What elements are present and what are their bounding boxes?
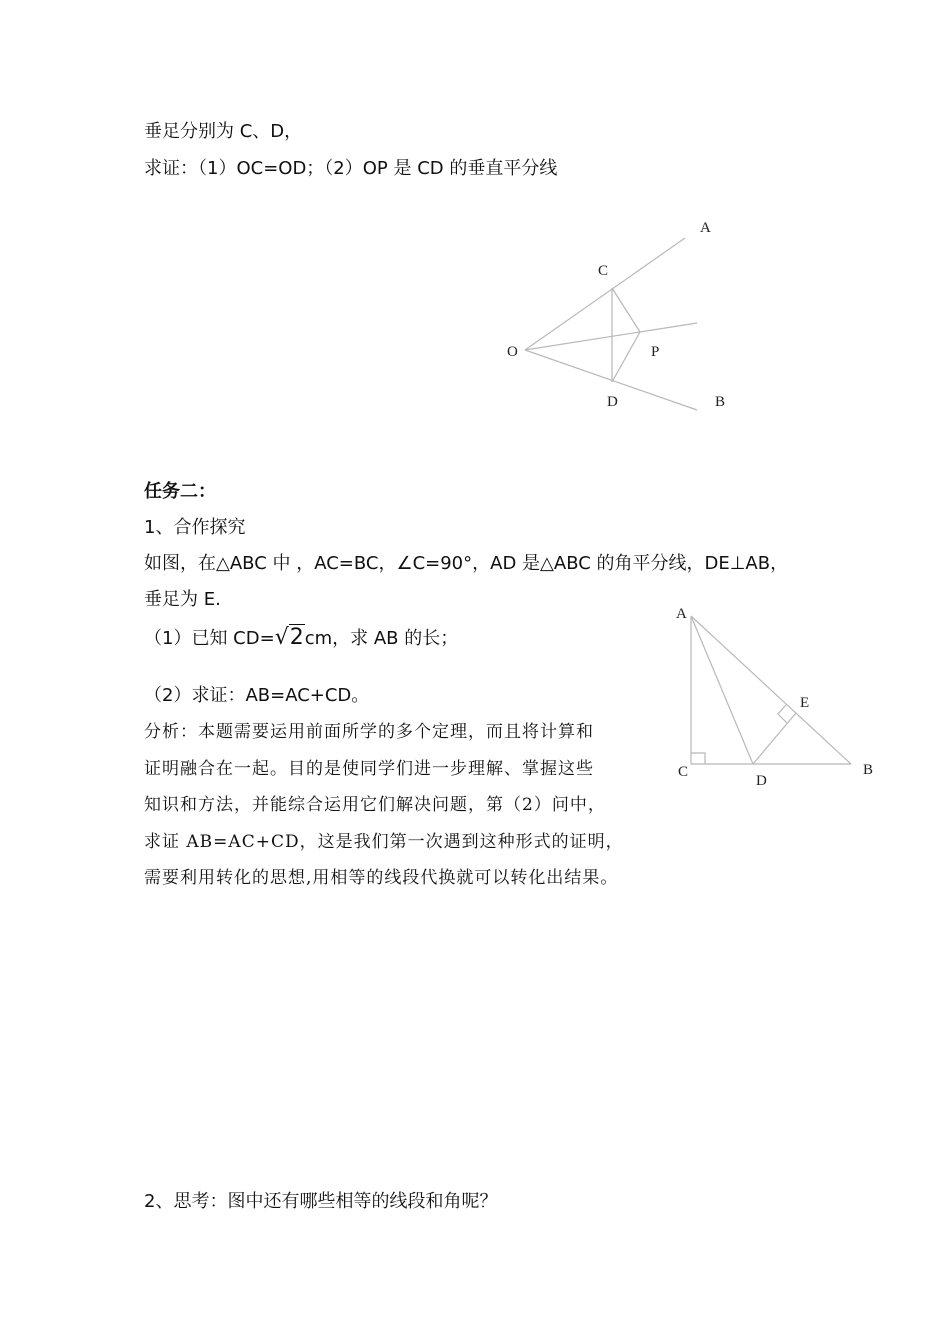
label-d: D [607, 394, 618, 410]
label-p: P [651, 344, 660, 360]
analysis-line-2: 证明融合在一起。目的是使同学们进一步理解、掌握这些 [144, 759, 594, 779]
label-c: C [598, 263, 609, 279]
task-two-heading: 任务二： [144, 481, 216, 502]
segment-ad [691, 616, 753, 764]
problem-line-1: 如图，在△ABC 中 ，AC=BC，∠C=90°，AD 是△ABC 的角平分线，DE⊥AB， [144, 553, 789, 574]
prove-statement: 求证：（1）OC=OD；（2）OP 是 CD 的垂直平分线 [144, 158, 558, 179]
analysis-line-4: 求证 AB=AC+CD，这是我们第一次遇到这种形式的证明， [144, 832, 624, 852]
radicand: 2 [289, 625, 304, 650]
segment-de [753, 713, 796, 764]
figure-right-triangle [670, 598, 890, 798]
label-a2: A [676, 606, 687, 622]
right-angle-c [691, 753, 705, 764]
item1-title: 1、合作探究 [144, 517, 246, 538]
figure-angle-bisector [490, 210, 750, 420]
analysis-line-3: 知识和方法，并能综合运用它们解决问题，第（2）问中， [144, 795, 606, 815]
label-a: A [700, 220, 711, 236]
label-b2: B [863, 762, 874, 778]
question-2: （2）求证：AB=AC+CD。 [144, 685, 370, 706]
question-1 [144, 624, 458, 650]
question-1-prefix: （1）已知 CD= [144, 628, 275, 649]
right-angle-e [778, 705, 787, 723]
label-b: B [715, 394, 726, 410]
segment-cp [612, 288, 640, 332]
ray-op [525, 323, 697, 350]
item2-title: 2、思考：图中还有哪些相等的线段和角呢？ [144, 1191, 498, 1212]
analysis-line-1: 分析：本题需要运用前面所学的多个定理，而且将计算和 [144, 722, 594, 742]
label-c2: C [678, 764, 689, 780]
radical-sign: √ [274, 625, 289, 650]
problem-line-2: 垂足为 E. [144, 589, 221, 610]
segment-dp [612, 332, 640, 382]
question-1-suffix: cm，求 AB 的长； [304, 628, 459, 649]
analysis-line-5: 需要利用转化的思想,用相等的线段代换就可以转化出结果。 [144, 868, 619, 888]
label-d2: D [756, 773, 767, 789]
ray-oa [525, 238, 685, 350]
feet-statement: 垂足分别为 C、D， [144, 121, 303, 142]
label-o: O [507, 344, 518, 360]
label-e2: E [800, 695, 810, 711]
sqrt-two [275, 625, 305, 650]
